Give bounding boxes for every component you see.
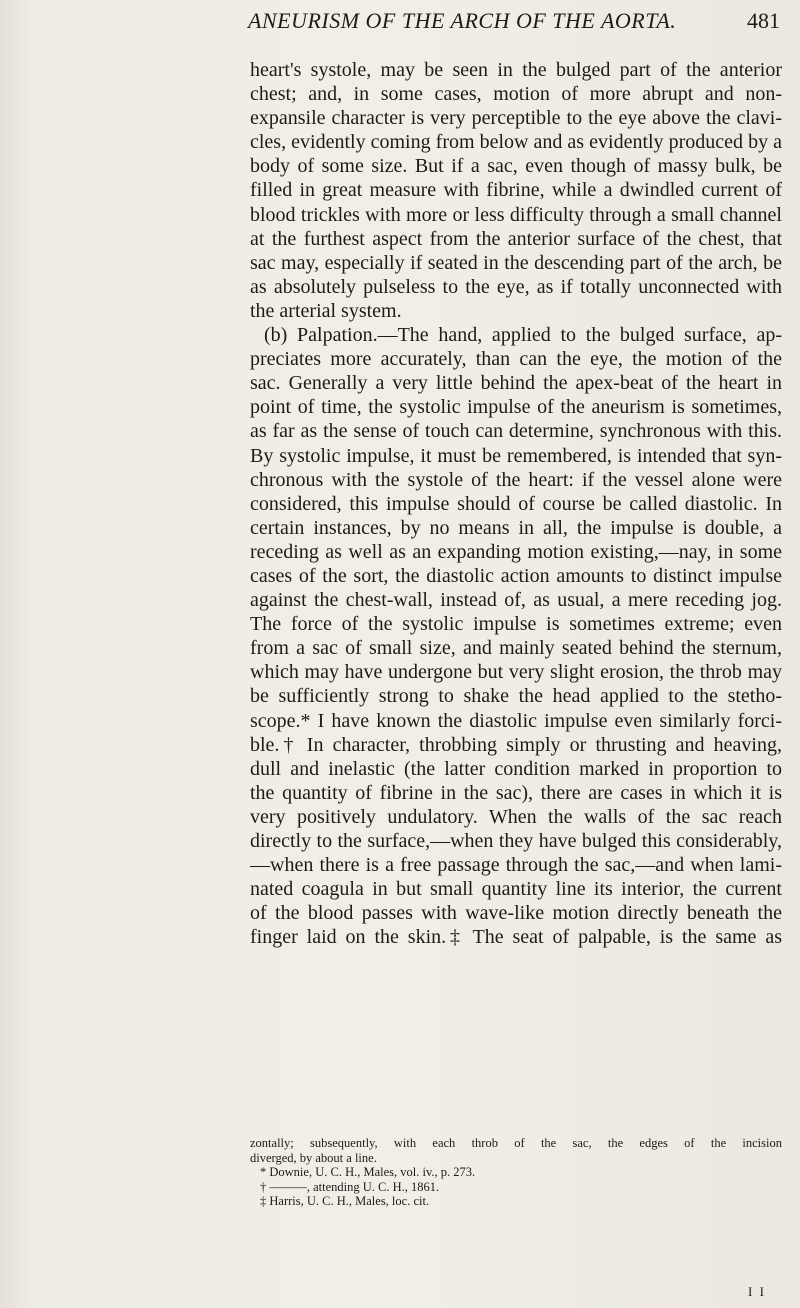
text-line: at the furthest aspect from the anterior surface of the chest, that xyxy=(250,227,782,250)
text-line: —when there is a free passage through the sac,—and when lami- xyxy=(250,854,782,877)
text-line: as far as the sense of touch can determine, synchronous with this. xyxy=(250,420,782,443)
text-line: ble.† In character, throbbing simply or thrusting and heaving, xyxy=(250,733,782,756)
text-line: finger laid on the skin.‡ The seat of palpable, is the same as xyxy=(250,926,782,949)
text-line: the quantity of fibrine in the sac), there are cases in which it is xyxy=(250,781,782,804)
page-header xyxy=(248,8,780,48)
text-line: sac. Generally a very little behind the apex-beat of the heart in xyxy=(250,372,782,395)
text-line: considered, this impulse should of course be called diastolic. In xyxy=(250,492,782,515)
text-line: from a sac of small size, and mainly seated behind the sternum, xyxy=(250,637,782,660)
footnote-line: zontally; subsequently, with each throb of the sac, the edges of the incision xyxy=(250,1136,782,1150)
footnote-line: diverged, by about a line. xyxy=(250,1150,377,1165)
text-line: sac may, especially if seated in the descending part of the arch, be xyxy=(250,251,782,274)
text-line: as absolutely pulseless to the eye, as if totally unconnected with xyxy=(250,275,782,298)
text-line: directly to the surface,—when they have bulged this considerably, xyxy=(250,830,782,852)
text-line: cles, evidently coming from below and as evidently produced by a xyxy=(250,131,782,154)
text-line: heart's systole, may be seen in the bulged part of the anterior xyxy=(250,59,782,81)
text-line: very positively undulatory. When the walls of the sac reach xyxy=(250,805,782,828)
text-line: The force of the systolic impulse is sometimes extreme; even xyxy=(250,613,782,636)
footnote-attending: † ———, attending U. C. H., 1861. xyxy=(260,1179,440,1194)
footnote-downie: * Downie, U. C. H., Males, vol. iv., p. 273. xyxy=(260,1165,476,1179)
text-line: against the chest-wall, instead of, as usual, a mere receding jog. xyxy=(250,589,782,612)
text-line: of the blood passes with wave-like motion directly beneath the xyxy=(250,902,782,925)
running-title: ANEURISM OF THE ARCH OF THE AORTA. xyxy=(248,8,677,33)
footnotes xyxy=(250,1136,782,1209)
text-line: which may have undergone but very slight erosion, the throb may xyxy=(250,661,782,684)
text-line: scope.* I have known the diastolic impulse even similarly forci- xyxy=(250,709,782,732)
text-line: preciates more accurately, than can the eye, the motion of the xyxy=(250,348,782,371)
text-line: (b) Palpation.—The hand, applied to the bulged surface, ap- xyxy=(264,324,782,347)
text-line: point of time, the systolic impulse of the aneurism is sometimes, xyxy=(250,396,782,419)
text-line: chronous with the systole of the heart: if the vessel alone were xyxy=(250,468,782,491)
footnote-harris: ‡ Harris, U. C. H., Males, loc. cit. xyxy=(260,1194,430,1208)
text-line: By systolic impulse, it must be remembered, is intended that syn- xyxy=(250,444,782,467)
text-line: body of some size. But if a sac, even though of massy bulk, be xyxy=(250,155,782,178)
text-line: dull and inelastic (the latter condition marked in proportion to xyxy=(250,757,782,780)
body-text xyxy=(250,58,782,949)
text-line: receding as well as an expanding motion existing,—nay, in some xyxy=(250,540,782,563)
text-line: cases of the sort, the diastolic action amounts to distinct impulse xyxy=(250,564,782,587)
text-line: filled in great measure with fibrine, while a dwindled current of xyxy=(250,179,782,202)
text-line: nated coagula in but small quantity line its interior, the current xyxy=(250,878,782,901)
signature-mark: I I xyxy=(748,1284,766,1299)
text-line: the arterial system. xyxy=(250,299,402,322)
text-line: be sufficiently strong to shake the head applied to the stetho- xyxy=(250,685,782,708)
text-line: chest; and, in some cases, motion of more abrupt and non- xyxy=(250,83,782,106)
text-line: expansile character is very perceptible to the eye above the clavi- xyxy=(250,107,782,130)
page-number: 481 xyxy=(747,8,780,33)
text-line: blood trickles with more or less difficulty through a small channel xyxy=(250,203,782,226)
text-line: certain instances, by no means in all, the impulse is double, a xyxy=(250,516,782,539)
